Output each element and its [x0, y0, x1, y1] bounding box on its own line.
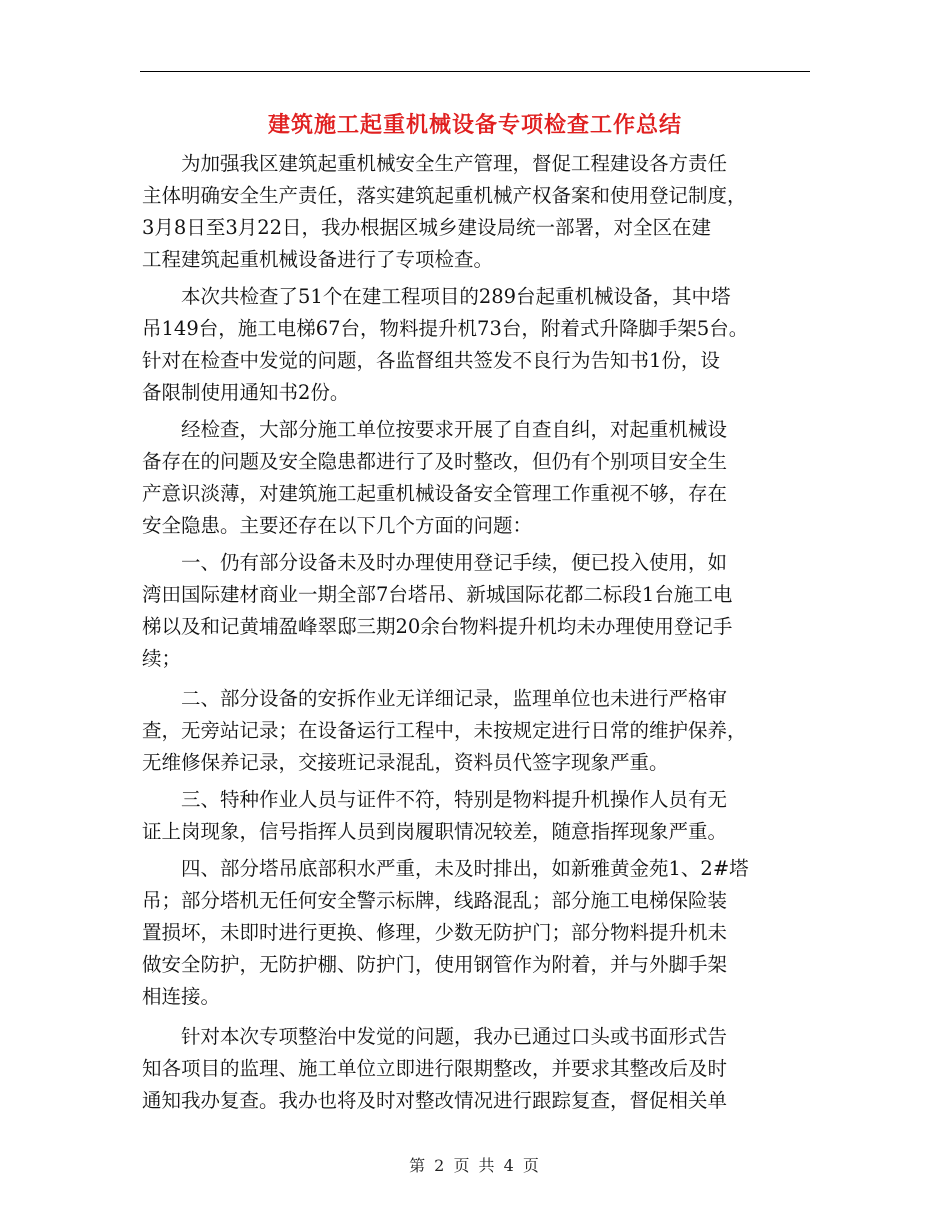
- text-line: 备限制使用通知书2份。: [142, 381, 350, 404]
- text-line: 本次共检查了51个在建工程项目的289台起重机械设备，其中塔: [142, 285, 731, 308]
- header-rule: [140, 71, 810, 72]
- paragraph: [142, 547, 822, 675]
- text-line: 梯以及和记黄埔盈峰翠邸三期20余台物料提升机均未办理使用登记手: [142, 615, 733, 638]
- text-line: 证上岗现象，信号指挥人员到岗履职情况较差，随意指挥现象严重。: [142, 820, 728, 843]
- text-line: 为加强我区建筑起重机械安全生产管理，督促工程建设各方责任: [142, 152, 728, 175]
- text-line: 无维修保养记录，交接班记录混乱，资料员代签字现象严重。: [142, 751, 669, 774]
- paragraph: [142, 281, 822, 409]
- paragraph: [142, 414, 822, 542]
- paragraph: [142, 683, 822, 779]
- text-line: 相连接。: [142, 985, 221, 1008]
- text-line: 置损坏，未即时进行更换、修理，少数无防护门；部分物料提升机未: [142, 921, 728, 944]
- text-line: 一、仍有部分设备未及时办理使用登记手续，便已投入使用，如: [142, 551, 728, 574]
- text-line: 针对本次专项整治中发觉的问题，我办已通过口头或书面形式告: [142, 1025, 728, 1048]
- text-line: 安全隐患。主要还存在以下几个方面的问题：: [142, 514, 533, 537]
- text-line: 四、部分塔吊底部积水严重，未及时排出，如新雅黄金苑1、2#塔: [142, 857, 749, 880]
- text-line: 做安全防护，无防护棚、防护门，使用钢管作为附着，并与外脚手架: [142, 953, 728, 976]
- document-body: [142, 148, 822, 1117]
- page-footer: 第 2 页 共 4 页: [409, 1156, 541, 1175]
- text-line: 备存在的问题及安全隐患都进行了及时整改，但仍有个别项目安全生: [142, 450, 728, 473]
- text-line: 续；: [142, 647, 182, 670]
- paragraph-spacer: [142, 675, 822, 683]
- document-title: 建筑施工起重机械设备专项检查工作总结: [267, 113, 682, 138]
- text-line: 产意识淡薄，对建筑施工起重机械设备安全管理工作重视不够，存在: [142, 482, 728, 505]
- paragraph: [142, 148, 822, 276]
- text-line: 经检查，大部分施工单位按要求开展了自查自纠，对起重机械设: [142, 418, 728, 441]
- paragraph: [142, 1021, 822, 1117]
- text-line: 通知我办复查。我办也将及时对整改情况进行跟踪复查，督促相关单: [142, 1089, 728, 1112]
- text-line: 查，无旁站记录；在设备运行工程中，未按规定进行日常的维护保养，: [142, 719, 747, 742]
- paragraph: [142, 784, 822, 848]
- text-line: 知各项目的监理、施工单位立即进行限期整改，并要求其整改后及时: [142, 1057, 728, 1080]
- paragraph: [142, 853, 822, 1013]
- text-line: 吊149台，施工电梯67台，物料提升机73台，附着式升降脚手架5台。: [142, 317, 749, 340]
- text-line: 吊；部分塔机无任何安全警示标牌，线路混乱；部分施工电梯保险装: [142, 889, 728, 912]
- text-line: 针对在检查中发觉的问题，各监督组共签发不良行为告知书1份，设: [142, 349, 720, 372]
- text-line: 工程建筑起重机械设备进行了专项检查。: [142, 248, 494, 271]
- text-line: 湾田国际建材商业一期全部7台塔吊、新城国际花都二标段1台施工电: [142, 583, 733, 606]
- paragraph-spacer: [142, 1013, 822, 1021]
- text-line: 3月8日至3月22日，我办根据区城乡建设局统一部署，对全区在建: [142, 216, 712, 239]
- text-line: 主体明确安全生产责任，落实建筑起重机械产权备案和使用登记制度，: [142, 184, 747, 207]
- text-line: 三、特种作业人员与证件不符，特别是物料提升机操作人员有无: [142, 788, 728, 811]
- text-line: 二、部分设备的安拆作业无详细记录，监理单位也未进行严格审: [142, 687, 728, 710]
